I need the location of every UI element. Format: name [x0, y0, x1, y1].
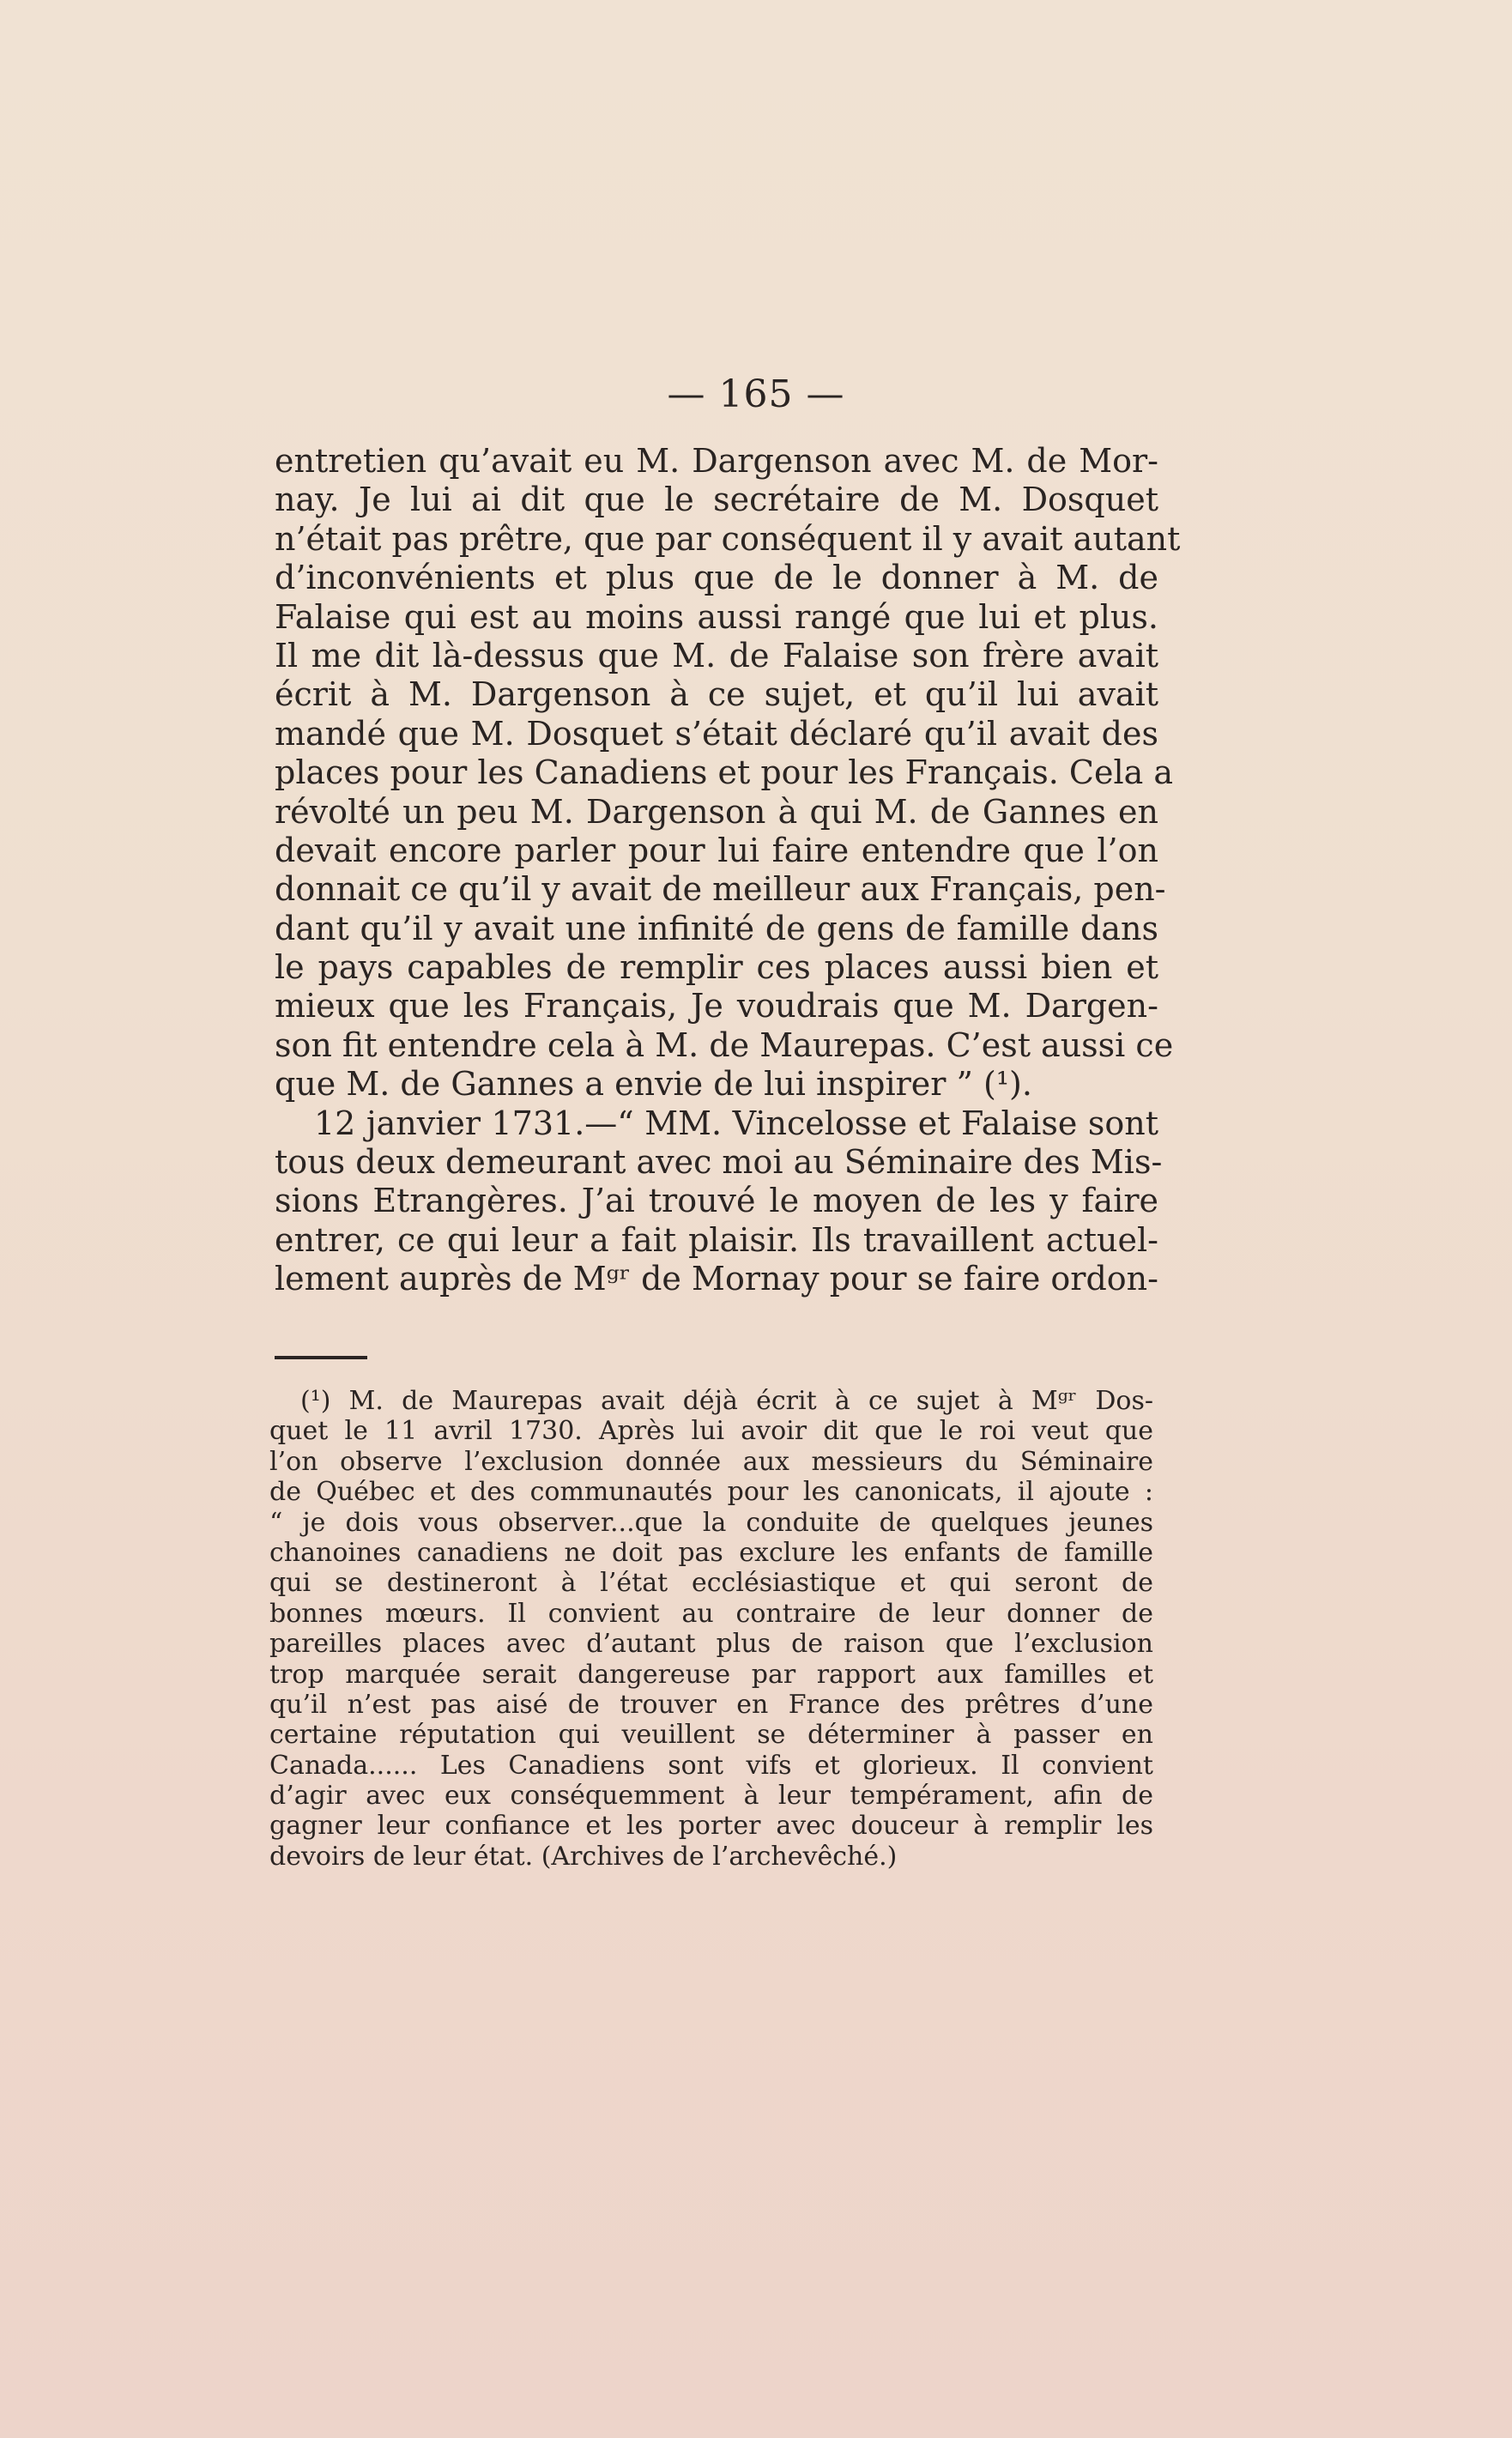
text-line: sions Etrangères. J’ai trouvé le moyen de les y faire: [275, 1182, 1158, 1220]
footnote-line: trop marquée serait dangereuse par rapport aux familles et: [269, 1659, 1153, 1690]
text-line: mandé que M. Dosquet s’était déclaré qu’il avait des: [275, 714, 1158, 753]
footnote-line: qu’il n’est pas aisé de trouver en France des prêtres d’une: [269, 1689, 1153, 1720]
text-line: tous deux demeurant avec moi au Séminaire des Mis-: [275, 1143, 1163, 1182]
text-line: d’inconvénients et plus que de le donner à M. de: [275, 559, 1158, 597]
text-line: devait encore parler pour lui faire entendre que l’on: [275, 831, 1158, 869]
text-line: mieux que les Français, Je voudrais que M. Dargen-: [275, 987, 1158, 1025]
page-number: — 165 —: [667, 372, 845, 416]
footnote-line: bonnes mœurs. Il convient au contraire de leur donner de: [269, 1598, 1153, 1629]
footnote-line: de Québec et des communautés pour les canonicats, il ajoute :: [269, 1477, 1153, 1508]
footnote-line: quet le 11 avril 1730. Après lui avoir dit que le roi veut que: [269, 1416, 1153, 1447]
footnote-line: qui se destineront à l’état ecclésiastique et qui seront de: [269, 1568, 1153, 1599]
text-line: Falaise qui est au moins aussi rangé que lui et plus.: [275, 597, 1158, 636]
text-line: dant qu’il y avait une infinité de gens de famille dans: [275, 909, 1158, 947]
footnote-line: d’agir avec eux conséquemment à leur tempérament, afin de: [269, 1781, 1153, 1812]
main-text: [275, 442, 1181, 1299]
footnote-line: certaine réputation qui veuillent se déterminer à passer en: [269, 1720, 1153, 1751]
text-line: le pays capables de remplir ces places aussi bien et: [275, 948, 1158, 987]
footnote-separator: [275, 1356, 367, 1359]
text-line: son fit entendre cela à M. de Maurepas. C’est aussi ce: [275, 1025, 1174, 1064]
text-line: écrit à M. Dargenson à ce sujet, et qu’il lui avait: [275, 675, 1158, 714]
footnote-line: Canada...... Les Canadiens sont vifs et glorieux. Il convient: [269, 1750, 1153, 1781]
text-line: places pour les Canadiens et pour les Français. Cela a: [275, 753, 1174, 792]
text-line: nay. Je lui ai dit que le secrétaire de M. Dosquet: [275, 481, 1158, 519]
footnote-line: (¹) M. de Maurepas avait déjà écrit à ce sujet à Mᵍʳ Dos-: [300, 1386, 1153, 1416]
text-line: donnait ce qu’il y avait de meilleur aux Français, pen-: [275, 870, 1166, 909]
footnote-line: gagner leur confiance et les porter avec douceur à remplir les: [269, 1811, 1153, 1842]
footnote-line: devoirs de leur état. (Archives de l’archevêché.): [269, 1841, 898, 1872]
text-line: révolté un peu M. Dargenson à qui M. de Gannes en: [275, 792, 1158, 831]
text-line: n’était pas prêtre, que par conséquent il y avait autant: [275, 519, 1181, 558]
footnote-line: pareilles places avec d’autant plus de raison que l’exclusion: [269, 1629, 1153, 1660]
text-line: que M. de Gannes a envie de lui inspirer ” (¹).: [275, 1065, 1032, 1104]
footnote-line: “ je dois vous observer...que la conduite de quelques jeunes: [269, 1507, 1153, 1538]
text-line: lement auprès de Mᵍʳ de Mornay pour se faire ordon-: [275, 1260, 1158, 1298]
footnote-line: l’on observe l’exclusion donnée aux messieurs du Séminaire: [269, 1446, 1153, 1477]
footnote: [269, 1386, 1153, 1872]
text-line: Il me dit là-dessus que M. de Falaise son frère avait: [275, 636, 1158, 675]
text-line: entretien qu’avait eu M. Dargenson avec M. de Mor-: [275, 442, 1158, 480]
text-line: entrer, ce qui leur a fait plaisir. Ils travaillent actuel-: [275, 1220, 1158, 1259]
text-line: 12 janvier 1731.—“ MM. Vincelosse et Falaise sont: [314, 1104, 1158, 1142]
footnote-line: chanoines canadiens ne doit pas exclure les enfants de famille: [269, 1537, 1153, 1568]
